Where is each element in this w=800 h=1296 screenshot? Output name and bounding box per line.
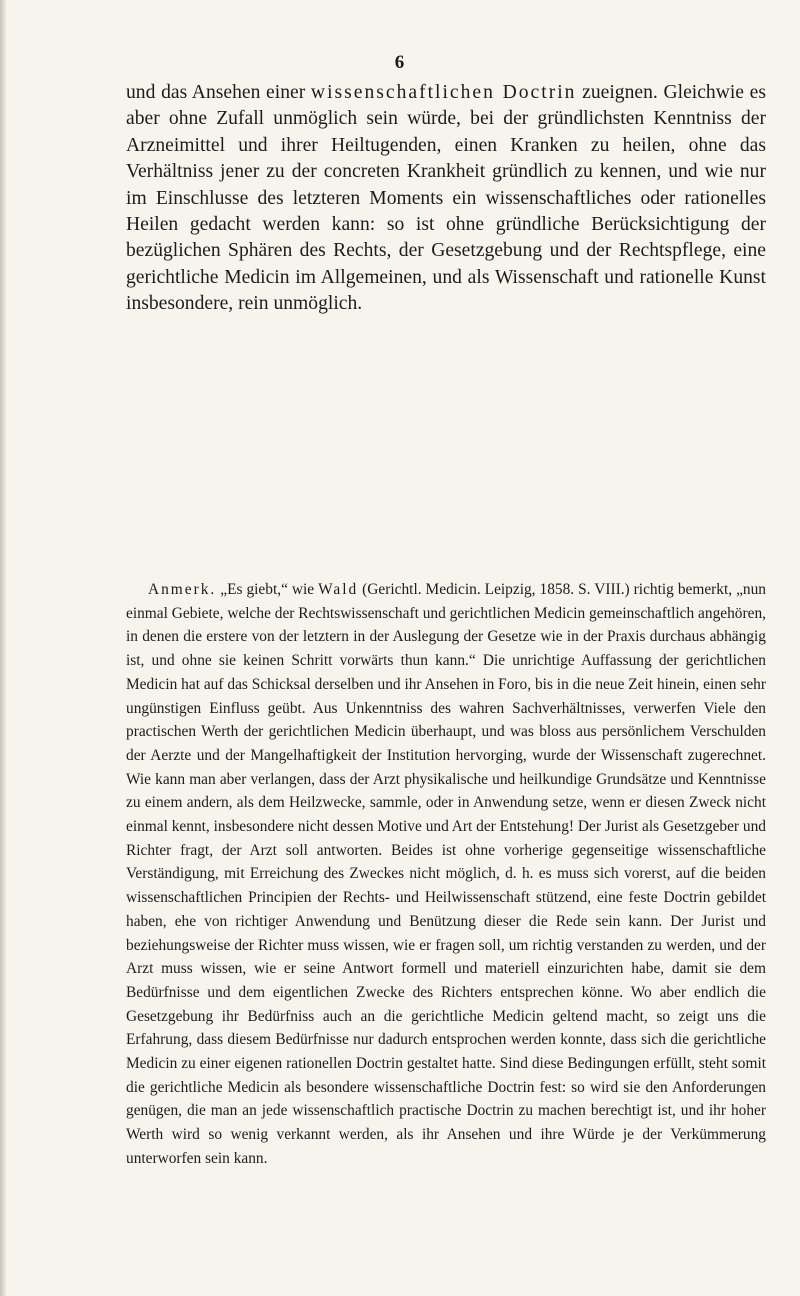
- annotation-quote-open: „Es giebt,“ wie: [216, 581, 319, 598]
- page-number: 6: [394, 52, 406, 73]
- annotation-label: Anmerk.: [148, 581, 217, 598]
- main-paragraph-rest: zueignen. Gleichwie es aber ohne Zufall unmöglich sein würde, bei der gründlichsten Kenntniss der Arzneimittel und ihrer Heiltugenden, einen Kranken zu heilen, ohne das Verhältniss jener zu der concreten Krankheit gründlich zu kennen, und wie nur im Einschlusse des letzteren Moments ein wissenschaftliches oder rationelles Heilen gedacht werden kann: so ist ohne gründliche Berücksichtigung der bezüglichen Sphären des Rechts, der Gesetzgebung und der Rechtspflege, eine gerichtliche Medicin im Allgemeinen, und als Wissenschaft und rationelle Kunst insbesondere, rein unmöglich.: [126, 82, 767, 315]
- cited-author: Wald: [318, 581, 359, 598]
- page-binding-edge: [0, 0, 6, 1296]
- annotation-body: (Gerichtl. Medicin. Leipzig, 1858. S. VIII.) richtig bemerkt, „nun einmal Gebiete, welche der Rechtswissenschaft und gerichtlichen Medicin gemeinschaftlich angehören, in denen die erstere von der letztern in der Auslegung der Gesetze wie in der Praxis durchaus abhängig ist, und ohne sie keinen Schritt vorwärts thun kann.“ Die unrichtige Auffassung der gerichtlichen Medicin hat auf das Schicksal derselben und ihr Ansehen in Foro, bis in die neue Zeit hinein, einen sehr ungünstigen Einfluss geübt. Aus Unkenntniss des wahren Sachverhältnisses, verwerfen Viele den practischen Werth der gerichtlichen Medicin überhaupt, und was bloss aus persönlichem Verschulden der Aerzte und der Mangelhaftigkeit der Institution hervorging, wurde der Wissenschaft zugerechnet. Wie kann man aber verlangen, dass der Arzt physikalische und heilkundige Grundsätze und Kenntnisse zu einem andern, als dem Heilzwecke, sammle, oder in Anwendung setze, wenn er diesen Zweck nicht einmal kennt, insbesondere nicht dessen Motive und Art der Entstehung! Der Jurist als Gesetzgeber und Richter fragt, der Arzt soll antworten. Beides ist ohne vorherige gegenseitige wissenschaftliche Verständigung, mit Erreichung des Zweckes nicht möglich, d. h. es muss sich vorerst, auf die beiden wissenschaftlichen Principien der Rechts- und Heilwissenschaft stützend, eine feste Doctrin gebildet haben, ehe von richtiger Anwendung und Benützung dieser die Rede sein kann. Der Jurist und beziehungsweise der Richter muss wissen, wie er fragen soll, um richtig verstanden zu werden, und der Arzt muss wissen, wie er seine Antwort formell und materiell einzurichten habe, damit sie dem Bedürfnisse und dem eigentlichen Zwecke des Richters entsprechen könne. Wo aber endlich die Gesetzgebung ihr Bedürfniss auch an die gerichtliche Medicin geltend macht, so zeigt uns die Erfahrung, dass diesem Bedürfnisse nur dadurch entsprochen werden konnte, dass sich die gerichtliche Medicin zu einer eigenen rationellen Doctrin gestaltet hatte. Sind diese Bedingungen erfüllt, steht somit die gerichtliche Medicin als besondere wissenschaftliche Doctrin fest: so wird sie den Anforderungen genügen, die man an jede wissenschaftlich practische Doctrin zu machen berechtigt ist, und ihr hoher Werth wird so wenig verkannt werden, als ihr Ansehen und ihre Würde je der Verkümmerung unterworfen sein kann.: [126, 581, 766, 1167]
- main-paragraph-start: und das Ansehen einer: [126, 82, 311, 103]
- main-paragraph-text: [126, 80, 766, 318]
- emphasized-term: wissenschaftlichen Doctrin: [310, 82, 577, 103]
- annotation-block: [126, 578, 766, 1171]
- main-paragraph: [126, 80, 766, 318]
- annotation-paragraph: [126, 578, 766, 1171]
